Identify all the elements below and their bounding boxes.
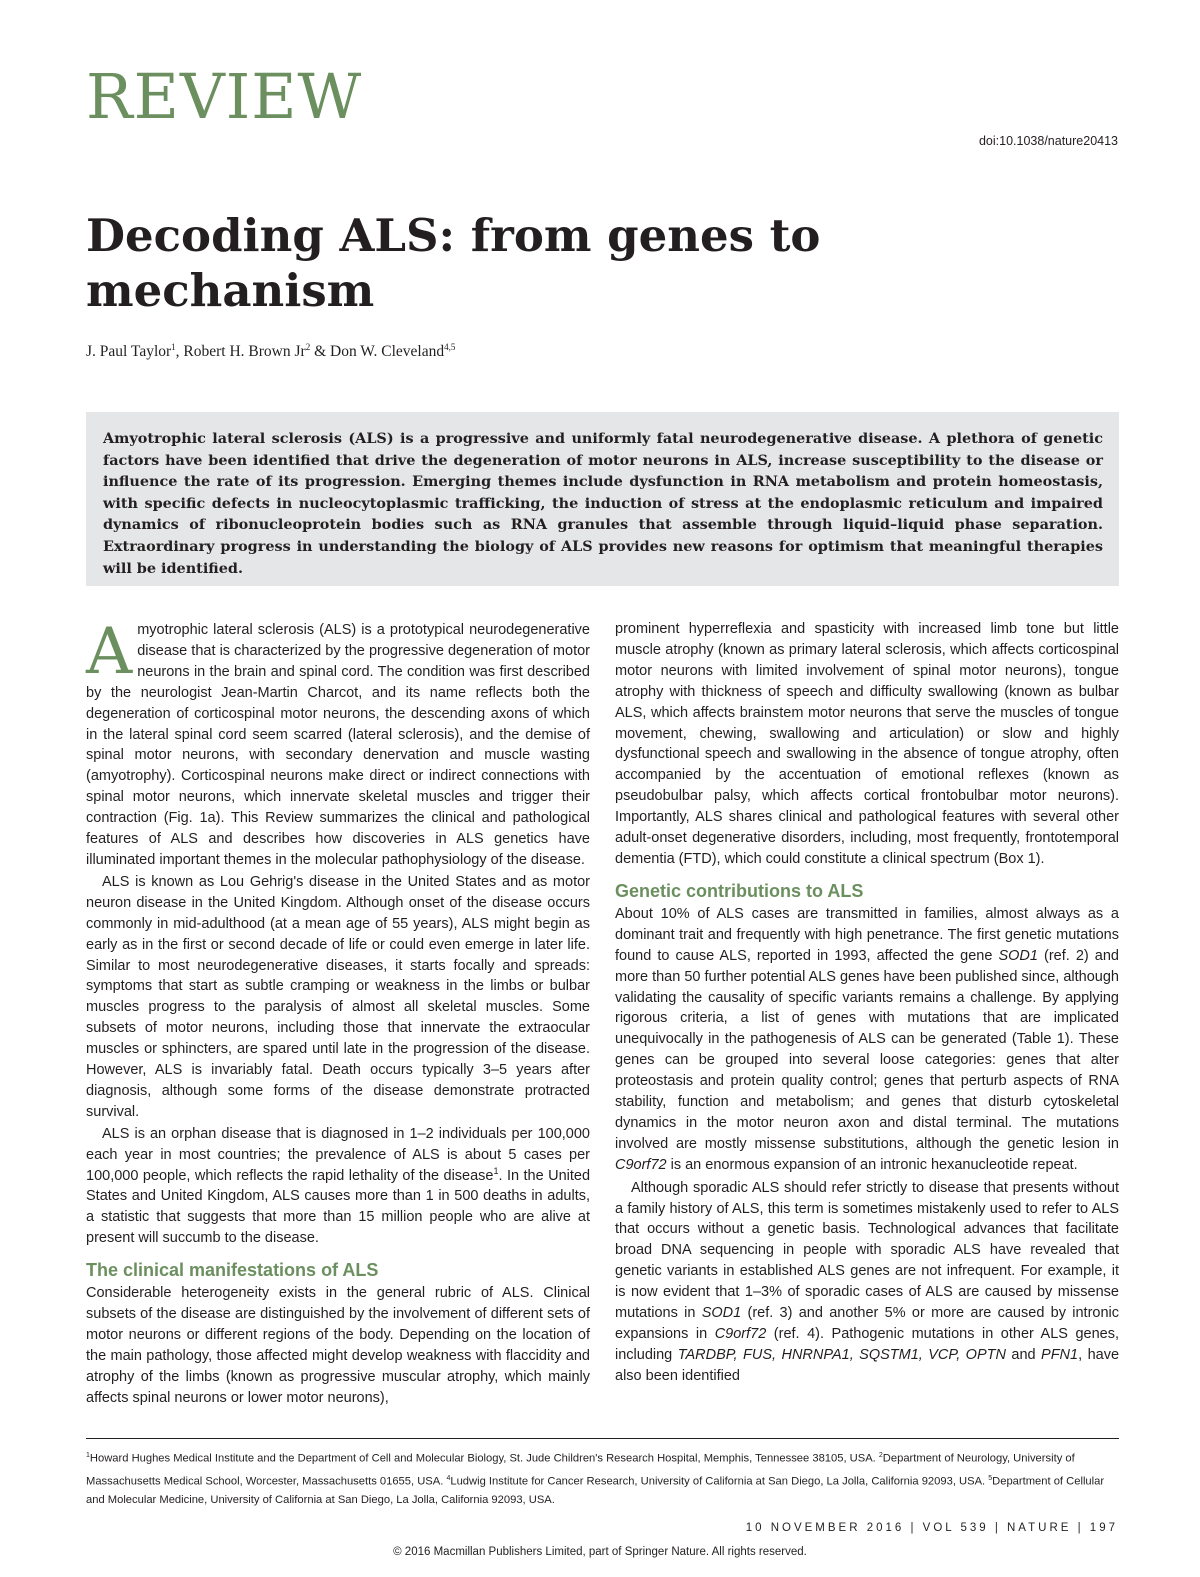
reference-sup[interactable]: 1 <box>493 1165 499 1176</box>
abstract-box <box>86 412 1119 586</box>
drop-cap: A <box>86 615 133 689</box>
affiliation-sup: 1 <box>86 1452 90 1459</box>
paragraph-text: is an enormous expansion of an intronic hexanucleotide repeat. <box>666 1156 1078 1173</box>
gene-name: C9orf72 <box>615 1156 667 1173</box>
gene-name: C9orf72 <box>714 1326 767 1342</box>
body-column-right <box>615 620 1119 1387</box>
paragraph <box>86 615 590 871</box>
affiliation-text: Howard Hughes Medical Institute and the Department of Cell and Molecular Biology, St. Jude Children's Research Hospital, Memphis, Tennessee 38105, USA. <box>89 1452 879 1465</box>
body-column-left <box>86 615 591 1409</box>
paragraph-text: and <box>1005 1346 1042 1363</box>
abstract-text: Amyotrophic lateral sclerosis (ALS) is a progressive and uniformly fatal neurodegenerative disease. A plethora of genetic factors have been identified that drive the degeneration of motor neurons in ALS, increase susceptibility to the disease or influence the rate of its progression. Emerging themes include dysfunction in RNA metabolism and protein homeostasis, with specific defects in nucleocytoplasmic trafficking, the induction of stress at the endoplasmic reticulum and impaired dynamics of ribonucleoprotein bodies such as RNA granules that assemble through liquid–liquid phase separation. Extraordinary progress in understanding the biology of ALS provides new reasons for optimism that meaningful therapies will be identified. <box>103 430 1103 577</box>
affiliations <box>86 1446 1119 1510</box>
affiliation-text: Department of Neurology, University of Massachusetts Medical School, Worcester, Massachusetts 01655, USA. <box>86 1452 1075 1488</box>
author-name[interactable]: Robert H. Brown Jr <box>183 343 306 361</box>
paragraph <box>86 1124 590 1249</box>
paragraph: ALS is known as Lou Gehrig's disease in the United States and as motor neuron disease in the United Kingdom. Although onset of the disease occurs commonly in mid-adulthood (at a mean age of 55 years), ALS might begin as early as in the first or second decade of life or could even emerge in later life. Similar to most neurodegenerative diseases, it starts focally and spreads: symptoms that start as subtle cramping or weakness in the limbs or bulbar muscles progress to the paralysis of almost all skeletal muscles. Some subsets of motor neurons, including those that innervate the extraocular muscles or sphincters, are spared until late in the progression of the disease. However, ALS is invariably fatal. Death occurs typically 3–5 years after diagnosis, although some forms of the disease demonstrate protracted survival. <box>86 873 590 1120</box>
copyright-line: © 2016 Macmillan Publishers Limited, part of Springer Nature. All rights reserved. <box>393 1546 807 1558</box>
author-list <box>86 342 455 361</box>
section-heading: The clinical manifestations of ALS <box>86 1260 379 1281</box>
author-separator: & <box>310 343 331 361</box>
author-affiliation-sup: 1 <box>171 342 176 352</box>
author-name[interactable]: J. Paul Taylor <box>86 343 172 361</box>
paragraph-text: (ref. 2) and more than 50 further potential ALS genes have been published since, although validating the causality of specific variants remains a challenge. By applying rigorous criteria, a list of genes with mutations that are implicated unequivocally in the pathogenesis of ALS can be generated (Table 1). These genes can be grouped into several loose categories: genes that alter proteostasis and protein quality control; genes that perturb aspects of RNA stability, function and metabolism; and genes that disturb cytoskeletal dynamics in the motor neuron axon and distal terminal. The mutations involved are mostly missense substitutions, although the genetic lesion in <box>615 947 1119 1152</box>
gene-name: SOD1 <box>998 947 1038 964</box>
paragraph-text: About 10% of ALS cases are transmitted in families, almost always as a dominant trait and frequently with high penetrance. The first genetic mutations found to cause ALS, reported in 1993, affected the gene <box>615 905 1119 964</box>
paragraph: Considerable heterogeneity exists in the general rubric of ALS. Clinical subsets of the disease are distinguished by the involvement of different sets of motor neurons or different regions of the body. Depending on the location of the main pathology, those affected might develop weakness with flaccidity and atrophy of the limbs (known as progressive muscular atrophy, which mainly affects spinal neurons or lower motor neurons), <box>86 1285 590 1406</box>
paragraph-text: (ref. 4). Pathogenic mutations in other ALS genes, including <box>615 1326 1120 1363</box>
article-title: Decoding ALS: from genes to mechanism <box>86 209 821 317</box>
gene-name: PFN1 <box>1041 1346 1079 1363</box>
affiliation-sup: 5 <box>988 1474 993 1482</box>
paragraph-text: (ref. 3) and another 5% or more are caused by intronic expansions in <box>615 1305 1119 1342</box>
affiliation-sup: 4 <box>446 1474 451 1482</box>
section-label: REVIEW <box>86 60 363 133</box>
paragraph-text: . In the United States and United Kingdom, ALS causes more than 1 in 500 deaths in adults, a statistic that suggests that more than 15 million people who are alive at present will succumb to the disease. <box>86 1167 591 1247</box>
issue-footer: 10 NOVEMBER 2016 | VOL 539 | NATURE | 197 <box>745 1522 1118 1534</box>
footnote-divider <box>86 1438 1119 1439</box>
gene-name: TARDBP, FUS, HNRNPA1, SQSTM1, VCP, OPTN <box>677 1346 1006 1363</box>
author-name[interactable]: Don W. Cleveland <box>330 343 445 361</box>
paragraph-text: Although sporadic ALS should refer strictly to disease that presents without a family history of ALS, this term is sometimes mistakenly used to refer to ALS that occurs without a genetic basis. Technological advances that facilitate broad DNA sequencing in people with sporadic ALS have revealed that genetic variants in established ALS genes are not infrequent. For example, it is now evident that 1–3% of sporadic cases of ALS are caused by missense mutations in <box>615 1179 1119 1322</box>
paragraph <box>615 1178 1119 1387</box>
author-separator: , <box>175 343 184 361</box>
paragraph-text: ALS is an orphan disease that is diagnosed in 1–2 individuals per 100,000 each year in most countries; the prevalence of ALS is about 5 cases per 100,000 people, which reflects the rapid lethality of the disease <box>86 1125 590 1184</box>
paragraph-text: myotrophic lateral sclerosis (ALS) is a prototypical neurodegenerative disease that is characterized by the progressive degeneration of motor neurons in the brain and spinal cord. The condition was first described by the neurologist Jean-Martin Charcot, and its name reflects both the degeneration of corticospinal motor neurons, the descending axons of which in the lateral spinal cord seem scarred (lateral sclerosis), and the demise of spinal motor neurons, with secondary denervation and muscle wasting (amyotrophy). Corticospinal neurons make direct or indirect connections with spinal motor neurons, which innervate skeletal muscles and trigger their contraction (Fig. 1a). This Review summarizes the clinical and pathological features of ALS and describes how discoveries in ALS genetics have illuminated important themes in the molecular pathophysiology of the disease. <box>86 622 590 868</box>
gene-name: SOD1 <box>701 1305 742 1322</box>
affiliation-sup: 2 <box>878 1452 883 1459</box>
author-affiliation-sup: 4,5 <box>444 342 456 352</box>
author-affiliation-sup: 2 <box>305 342 311 352</box>
paragraph-text: , have also been identified <box>615 1346 1120 1384</box>
affiliation-text: Department of Cellular and Molecular Medicine, University of California at San Diego, La Jolla, California 92093, USA. <box>86 1475 1105 1507</box>
affiliation-text: Ludwig Institute for Cancer Research, University of California at San Diego, La Jolla, California 92093, USA. <box>450 1475 989 1488</box>
paragraph <box>615 904 1119 1176</box>
doi-link[interactable]: doi:10.1038/nature20413 <box>978 134 1118 148</box>
paragraph: prominent hyperreflexia and spasticity with increased limb tone but little muscle atrophy (known as primary lateral sclerosis, which affects corticospinal motor neurons with limited involvement of spinal motor neurons), tongue atrophy with thickness of speech and difficulty swallowing (known as bulbar ALS, which affects brainstem motor neurons that serve the muscles of tongue movement, chewing, swallowing and articulation) or slow and highly dysfunctional speech and swallowing in the absence of tongue atrophy, often accompanied by the accentuation of emotional reflexes (known as pseudobulbar palsy, which affects cortical frontobulbar motor neurons). Importantly, ALS shares clinical and pathological features with several other adult-onset degenerative disorders, including, most frequently, frontotemporal dementia (FTD), which could constitute a clinical spectrum (Box 1). <box>615 621 1119 867</box>
section-heading: Genetic contributions to ALS <box>615 880 864 901</box>
